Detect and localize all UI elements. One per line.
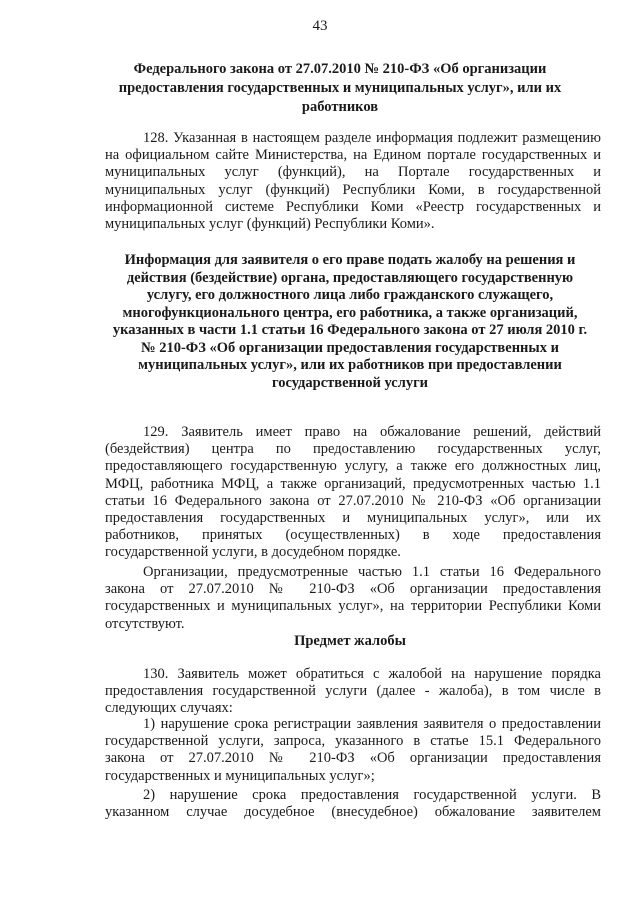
heading-line: услугу, его должностного лица либо гражданского служащего, <box>146 287 554 303</box>
complaint-rights-heading <box>100 252 600 392</box>
text-line: информационной системе Республики Коми «Реестр государственных и <box>105 198 601 215</box>
paragraph-129 <box>105 424 601 562</box>
text-line: 2) нарушение срока предоставления государственной услуги. В <box>143 787 601 803</box>
paragraph-130 <box>105 666 601 718</box>
text-line: государственных и муниципальных услуг», на территории Республики Коми <box>105 598 601 615</box>
list-item-1 <box>105 716 601 785</box>
heading-line: многофункционального центра, его работника, а также организаций, <box>122 304 578 321</box>
text-line: муниципальных услуг (функций) Республики Коми». <box>105 216 435 233</box>
text-line: закона от 27.07.2010 № 210-ФЗ «Об организации предоставления <box>105 750 601 767</box>
section-heading-continuation <box>110 60 570 117</box>
heading-line: № 210-ФЗ «Об организации предоставления государственных и <box>141 339 559 356</box>
page-number: 43 <box>312 18 328 34</box>
paragraph-organizations <box>105 564 601 633</box>
heading-line: указанных в части 1.1 статьи 16 Федерального закона от 27 июля 2010 г. <box>112 322 588 338</box>
text-line: предоставляющего государственную услугу, а также его должностных лиц, <box>105 458 601 475</box>
list-item-2 <box>105 787 601 821</box>
text-line: предоставления государственной услуги (далее - жалоба), в том числе в <box>105 683 601 700</box>
heading-line: Информация для заявителя о его праве подать жалобу на решения и <box>124 252 576 268</box>
text-line: 130. Заявитель может обратиться с жалобой на нарушение порядка <box>143 666 601 682</box>
text-line: закона от 27.07.2010 № 210-ФЗ «Об организации предоставления <box>105 581 601 598</box>
heading-line: действия (бездействие) органа, предоставляющего государственную <box>126 269 574 286</box>
text-line: предоставления государственных и муниципальных услуг», или их <box>105 510 601 527</box>
text-line: на официальном сайте Министерства, на Едином портале государственных и <box>105 147 601 164</box>
complaint-subject-heading: Предмет жалобы <box>294 633 406 649</box>
text-line: следующих случаях: <box>105 700 233 717</box>
heading-line: муниципальных услуг», или их работников при предоставлении <box>138 357 562 373</box>
text-line: 128. Указанная в настоящем разделе информация подлежит размещению <box>143 130 601 146</box>
text-line: государственной услуги, в досудебном порядке. <box>105 544 401 561</box>
text-line: 1) нарушение срока регистрации заявления заявителя о предоставлении <box>143 716 601 732</box>
text-line: 129. Заявитель имеет право на обжалование решений, действий <box>143 424 601 440</box>
text-line: указанном случае досудебное (внесудебное) обжалование заявителем <box>105 804 601 821</box>
text-line: муниципальных услуг (функций) Республики Коми, в государственной <box>105 181 601 198</box>
heading-line: предоставления государственных и муниципальных услуг», или их <box>118 80 562 96</box>
text-line: (бездействия) центра по предоставлению государственных услуг, <box>105 441 601 458</box>
heading-line: работников <box>301 99 379 115</box>
text-line: МФЦ, работника МФЦ, а также организаций, предусмотренных частью 1.1 <box>105 475 601 492</box>
text-line: статьи 16 Федерального закона от 27.07.2010 № 210-ФЗ «Об организации <box>105 492 601 509</box>
text-line: государственных и муниципальных услуг»; <box>105 767 375 784</box>
text-line: работников, принятых (осуществленных) в ходе предоставления <box>105 527 601 544</box>
text-line: отсутствуют. <box>105 615 185 632</box>
text-line: государственной услуги, запроса, указанного в статье 15.1 Федерального <box>105 733 601 750</box>
text-line: муниципальных услуг (функций), на Портале государственных и <box>105 164 601 181</box>
text-line: Организации, предусмотренные частью 1.1 статьи 16 Федерального <box>143 564 601 580</box>
heading-line: Федерального закона от 27.07.2010 № 210-ФЗ «Об организации <box>133 61 547 77</box>
heading-line: государственной услуги <box>271 374 429 391</box>
paragraph-128 <box>105 130 601 233</box>
